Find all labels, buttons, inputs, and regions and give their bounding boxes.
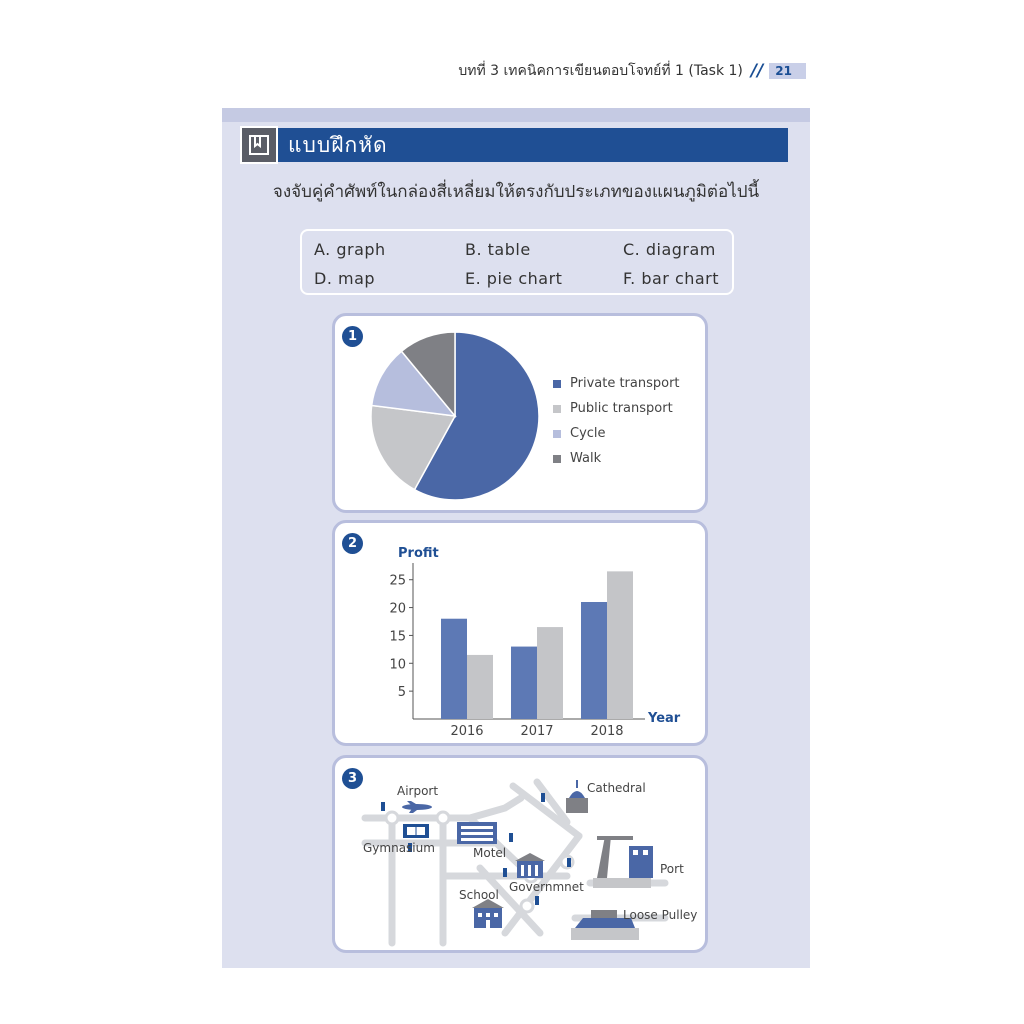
option-e xyxy=(465,269,562,288)
y-axis-label: Profit xyxy=(398,546,439,561)
option-letter: C. xyxy=(623,240,641,259)
bar-2016-series-1 xyxy=(441,619,467,719)
option-term: diagram xyxy=(645,240,716,259)
option-letter: B. xyxy=(465,240,483,259)
bar-2018-series-1 xyxy=(581,602,607,719)
city-map xyxy=(335,758,705,950)
chapter-title: บทที่ 3 เทคนิคการเขียนตอบโจทย์ที่ 1 (Task 1) xyxy=(458,63,743,79)
bar-2017-series-2 xyxy=(537,627,563,719)
option-term: table xyxy=(487,240,531,259)
option-letter: F. xyxy=(623,269,636,288)
x-tick-label: 2016 xyxy=(450,724,484,739)
figure-number-badge: 2 xyxy=(342,533,363,554)
option-letter: E. xyxy=(465,269,482,288)
option-d xyxy=(314,269,375,288)
figure-number-badge: 1 xyxy=(342,326,363,347)
motel-building-icon xyxy=(457,822,497,844)
stadium-icon xyxy=(403,824,429,838)
exercise-title: แบบฝึกหัด xyxy=(288,132,388,157)
map-label-loose-pulley: Loose Pulley xyxy=(623,908,698,922)
x-tick-label: 2018 xyxy=(590,724,624,739)
answer-options-box xyxy=(300,229,734,295)
page-number: 21 xyxy=(769,63,806,79)
y-tick-label: 5 xyxy=(397,685,406,701)
option-term: map xyxy=(338,269,376,288)
option-letter: D. xyxy=(314,269,333,288)
map-label-airport: Airport xyxy=(397,784,439,798)
bar-chart xyxy=(335,523,705,743)
legend-public-transport xyxy=(553,401,673,416)
exercise-instruction: จงจับคู่คำศัพท์ในกล่องสี่เหลี่ยมให้ตรงกับประเภทของแผนภูมิต่อไปนี้ xyxy=(272,182,760,202)
figure-card-1 xyxy=(332,313,708,513)
legend-label: Public transport xyxy=(570,401,673,416)
option-b xyxy=(465,240,531,259)
book-icon xyxy=(240,126,278,164)
cathedral-icon xyxy=(566,780,588,813)
legend-label: Cycle xyxy=(570,426,606,441)
map-label-motel: Motel xyxy=(473,846,507,860)
option-a xyxy=(314,240,386,259)
legend-swatch xyxy=(553,405,561,413)
figure-card-2 xyxy=(332,520,708,746)
legend-cycle xyxy=(553,426,606,441)
option-c xyxy=(623,240,716,259)
bar-2017-series-1 xyxy=(511,647,537,719)
government-building-icon xyxy=(515,853,545,878)
option-f xyxy=(623,269,719,288)
y-tick-label: 10 xyxy=(389,657,406,673)
legend-walk xyxy=(553,451,601,466)
map-label-gymnasium: Gymnasium xyxy=(363,841,435,855)
y-tick-label: 20 xyxy=(389,601,406,617)
map-label-cathedral: Cathedral xyxy=(587,781,646,795)
option-term: pie chart xyxy=(486,269,563,288)
map-label-port: Port xyxy=(660,862,684,876)
running-head-slashes: // xyxy=(750,61,764,81)
y-tick-label: 15 xyxy=(389,629,406,645)
legend-label: Private transport xyxy=(570,376,680,391)
y-tick-label: 25 xyxy=(389,573,406,589)
legend-label: Walk xyxy=(570,451,602,466)
airplane-icon xyxy=(402,801,432,813)
port-crane-icon xyxy=(593,836,653,888)
map-label-school: School xyxy=(459,888,499,902)
x-axis-label: Year xyxy=(648,711,681,726)
legend-swatch xyxy=(553,455,561,463)
bar-2016-series-2 xyxy=(467,655,493,719)
pie-chart xyxy=(355,318,555,508)
panel-top-bar xyxy=(222,108,810,122)
map-label-government: Governmnet xyxy=(509,880,584,894)
figure-card-3 xyxy=(332,755,708,953)
figure-number-badge: 3 xyxy=(342,768,363,789)
school-building-icon xyxy=(472,899,504,928)
option-term: graph xyxy=(336,240,386,259)
exercise-banner xyxy=(240,128,788,162)
bar-2018-series-2 xyxy=(607,571,633,719)
legend-swatch xyxy=(553,430,561,438)
x-tick-label: 2017 xyxy=(520,724,554,739)
running-head xyxy=(430,60,810,82)
legend-private-transport xyxy=(553,376,680,391)
option-term: bar chart xyxy=(641,269,720,288)
option-letter: A. xyxy=(314,240,331,259)
legend-swatch xyxy=(553,380,561,388)
